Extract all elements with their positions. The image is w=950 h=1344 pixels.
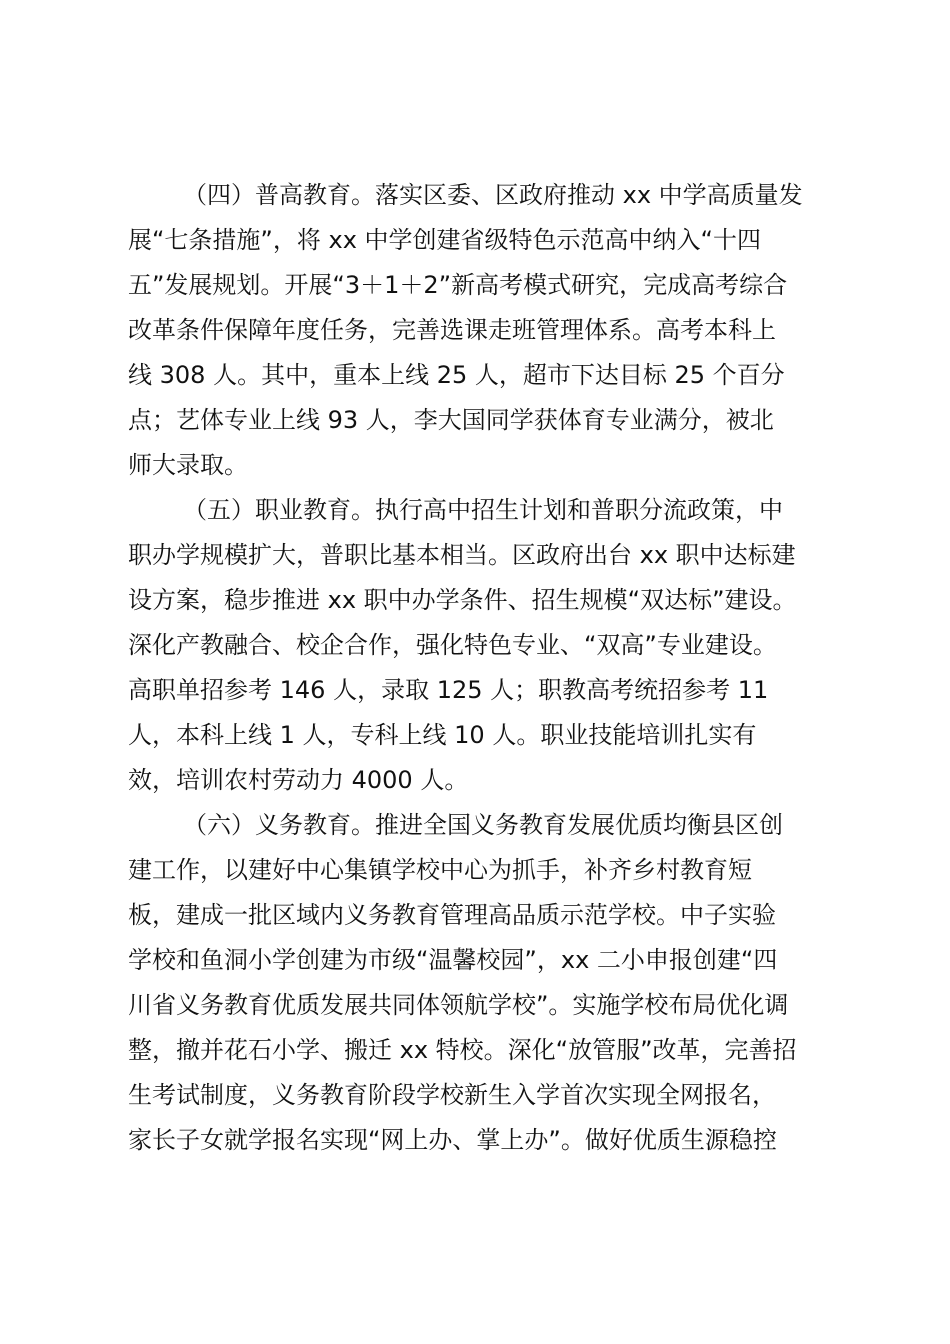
paragraph-4-line-2: 展“七条措施”，将 xx 中学创建省级特色示范高中纳入“十四 <box>128 226 761 254</box>
paragraph-4-line-1: （四）普高教育。落实区委、区政府推动 xx 中学高质量发 <box>183 181 803 209</box>
paragraph-6-line-2: 建工作，以建好中心集镇学校中心为抓手，补齐乡村教育短 <box>128 856 752 884</box>
paragraph-4-line-4: 改革条件保障年度任务，完善选课走班管理体系。高考本科上 <box>128 316 776 344</box>
paragraph-6-line-1: （六）义务教育。推进全国义务教育发展优质均衡县区创 <box>183 811 783 839</box>
paragraph-6-line-6: 整，撤并花石小学、搬迁 xx 特校。深化“放管服”改革，完善招 <box>128 1036 797 1064</box>
paragraph-5-line-5: 高职单招参考 146 人，录取 125 人；职教高考统招参考 11 <box>128 676 769 704</box>
paragraph-6-line-3: 板，建成一批区域内义务教育管理高品质示范学校。中子实验 <box>128 901 776 929</box>
paragraph-4-line-6: 点；艺体专业上线 93 人，李大国同学获体育专业满分，被北 <box>128 406 774 434</box>
paragraph-5-line-2: 职办学规模扩大，普职比基本相当。区政府出台 xx 职中达标建 <box>128 541 796 569</box>
paragraph-4-line-5: 线 308 人。其中，重本上线 25 人，超市下达目标 25 个百分 <box>128 361 785 389</box>
paragraph-5-line-4: 深化产教融合、校企合作，强化特色专业、“双高”专业建设。 <box>128 631 777 659</box>
paragraph-4-line-7: 师大录取。 <box>128 451 248 479</box>
paragraph-5-line-7: 效，培训农村劳动力 4000 人。 <box>128 766 469 794</box>
paragraph-5-line-3: 设方案，稳步推进 xx 职中办学条件、招生规模“双达标”建设。 <box>128 586 797 614</box>
paragraph-4-line-3: 五”发展规划。开展“3＋1＋2”新高考模式研究，完成高考综合 <box>128 271 788 299</box>
paragraph-6-line-4: 学校和鱼洞小学创建为市级“温馨校园”，xx 二小申报创建“四 <box>128 946 778 974</box>
paragraph-6-line-8: 家长子女就学报名实现“网上办、掌上办”。做好优质生源稳控 <box>128 1126 777 1154</box>
paragraph-5-line-1: （五）职业教育。执行高中招生计划和普职分流政策，中 <box>183 496 783 524</box>
paragraph-6-line-7: 生考试制度，义务教育阶段学校新生入学首次实现全网报名， <box>128 1081 776 1109</box>
paragraph-6-line-5: 川省义务教育优质发展共同体领航学校”。实施学校布局优化调 <box>128 991 789 1019</box>
paragraph-5-line-6: 人，本科上线 1 人，专科上线 10 人。职业技能培训扎实有 <box>128 721 757 749</box>
